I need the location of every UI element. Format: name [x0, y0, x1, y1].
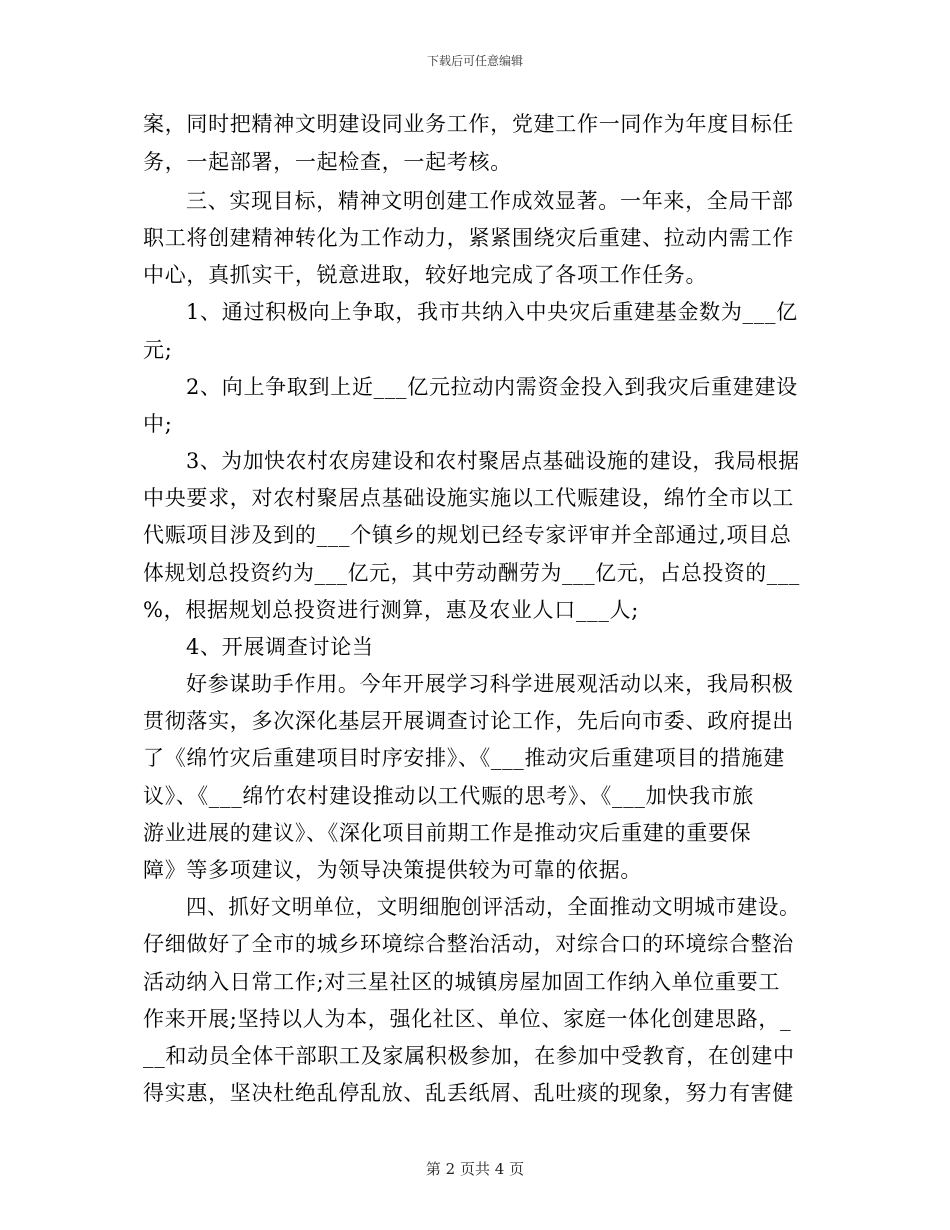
text-line: 四、抓好文明单位，文明细胞创评活动，全面推动文明城市建设。 [186, 895, 801, 919]
text-line: 4、开展调查讨论当 [186, 635, 374, 659]
text-line: 3、为加快农村农房建设和农村聚居点基础设施的建设，我局根据 [186, 449, 800, 473]
text-line: 中心，真抓实干，锐意进取，较好地完成了各项工作任务。 [143, 263, 708, 287]
text-line: 代赈项目涉及到的___个镇乡的规划已经专家评审并全部通过,项目总 [143, 523, 792, 547]
text-line: 游业进展的建议》、《深化项目前期工作是推动灾后重建的重要保 [143, 821, 752, 845]
text-line: 务，一起部署，一起检查，一起考核。 [143, 150, 512, 174]
text-line: __和动员全体干部职工及家属积极参加，在参加中受教育，在创建中 [143, 1044, 795, 1068]
text-line: 议》、《___绵竹农村建设推动以工代赈的思考》、《___加快我市旅 [143, 784, 755, 808]
text-line: 仔细做好了全市的城乡环境综合整治活动，对综合口的环境综合整治 [143, 932, 794, 956]
page-header: 下载后可任意编辑 [426, 54, 523, 68]
text-line: 中央要求，对农村聚居点基础设施实施以工代赈建设，绵竹全市以工 [143, 486, 794, 510]
page-footer: 第 2 页共 4 页 [425, 1160, 525, 1178]
text-line: 好参谋助手作用。今年开展学习科学进展观活动以来，我局积极 [186, 672, 794, 696]
text-line: 1、通过积极向上争取，我市共纳入中央灾后重建基金数为___亿 [186, 300, 798, 324]
text-line: 得实惠，坚决杜绝乱停乱放、乱丢纸屑、乱吐痰的现象，努力有害健 [143, 1081, 794, 1105]
text-line: 了《绵竹灾后重建项目时序安排》、《___推动灾后重建项目的措施建 [143, 746, 785, 770]
text-line: 贯彻落实，多次深化基层开展调查讨论工作，先后向市委、政府提出 [143, 709, 794, 733]
text-line: 2、向上争取到上近___亿元拉动内需资金投入到我灾后重建建设 [186, 375, 798, 399]
text-line: 元; [143, 338, 173, 362]
text-line: 三、实现目标，精神文明创建工作成效显著。一年来，全局干部 [186, 189, 794, 213]
text-line: 体规划总投资约为___亿元，其中劳动酬劳为___亿元，占总投资的___ [143, 561, 800, 585]
text-line: 活动纳入日常工作;对三星社区的城镇房屋加固工作纳入单位重要工 [143, 970, 781, 994]
text-line: 案，同时把精神文明建设同业务工作，党建工作一同作为年度目标任 [143, 112, 794, 136]
text-line: 职工将创建精神转化为工作动力，紧紧围绕灾后重建、拉动内需工作 [143, 226, 794, 250]
text-line: 作来开展;坚持以人为本，强化社区、单位、家庭一体化创建思路，_ [143, 1007, 792, 1031]
text-line: %，根据规划总投资进行测算，惠及农业人口___人; [143, 598, 640, 622]
text-line: 障》等多项建议，为领导决策提供较为可靠的依据。 [143, 858, 643, 882]
text-line: 中; [143, 412, 173, 436]
